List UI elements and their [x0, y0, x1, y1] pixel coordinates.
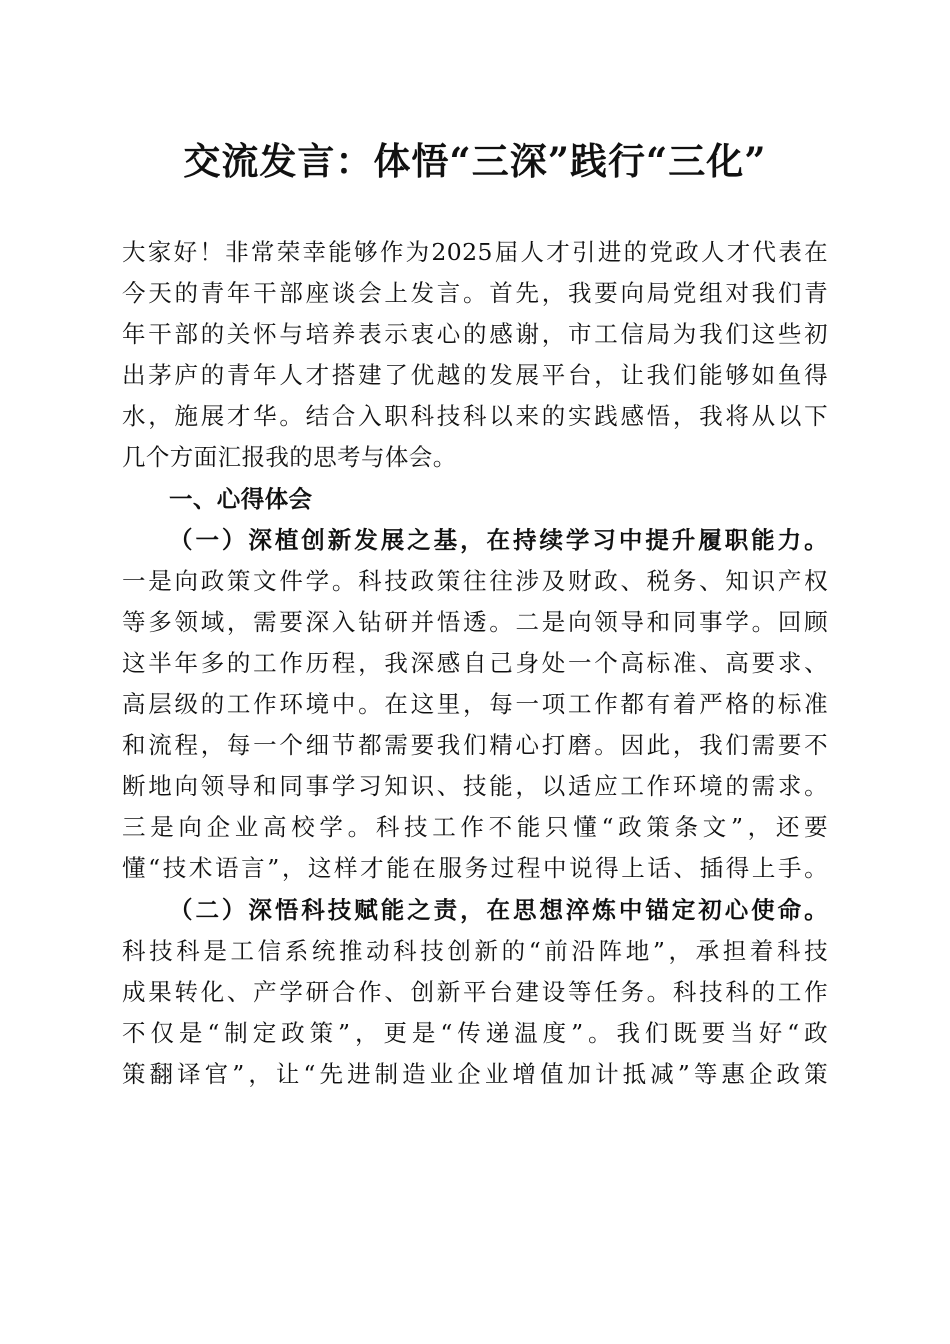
- paragraph-line: 断地向领导和同事学习知识、技能，以适应工作环境的需求。: [122, 772, 828, 801]
- paragraph-line: 策翻译官”，让“先进制造业企业增值加计抵减”等惠企政策: [122, 1059, 828, 1088]
- section-heading: 一、心得体会: [169, 484, 313, 513]
- document-body: [122, 232, 828, 1095]
- paragraph-line: 等多领域，需要深入钻研并悟透。二是向领导和同事学。回顾: [122, 607, 828, 636]
- paragraph-line: 水，施展才华。结合入职科技科以来的实践感悟，我将从以下: [122, 402, 828, 431]
- paragraph-line: 一是向政策文件学。科技政策往往涉及财政、税务、知识产权: [122, 566, 828, 595]
- paragraph-line: 这半年多的工作历程，我深感自己身处一个高标准、高要求、: [122, 648, 828, 677]
- paragraph-line: 和流程，每一个细节都需要我们精心打磨。因此，我们需要不: [122, 731, 828, 760]
- paragraph-line: 年干部的关怀与培养表示衷心的感谢，市工信局为我们这些初: [122, 320, 828, 349]
- paragraph-line: 不仅是“制定政策”，更是“传递温度”。我们既要当好“政: [122, 1018, 828, 1047]
- paragraph-line: 今天的青年干部座谈会上发言。首先，我要向局党组对我们青: [122, 279, 828, 308]
- paragraph-line: 出茅庐的青年人才搭建了优越的发展平台，让我们能够如鱼得: [122, 361, 828, 390]
- paragraph-line: 几个方面汇报我的思考与体会。: [122, 443, 457, 472]
- paragraph-line: 大家好！非常荣幸能够作为2025届人才引进的党政人才代表在: [122, 238, 828, 266]
- document-title: 交流发言：体悟“三深”践行“三化”: [183, 139, 767, 183]
- paragraph-line: 高层级的工作环境中。在这里，每一项工作都有着严格的标准: [122, 690, 828, 719]
- subsection-heading: （二）深悟科技赋能之责，在思想淬炼中锚定初心使命。: [169, 895, 828, 924]
- paragraph-line: 成果转化、产学研合作、创新平台建设等任务。科技科的工作: [122, 977, 828, 1006]
- subsection-heading: （一）深植创新发展之基，在持续学习中提升履职能力。: [169, 525, 828, 554]
- paragraph-line: 懂“技术语言”，这样才能在服务过程中说得上话、插得上手。: [122, 854, 828, 883]
- paragraph-line: 三是向企业高校学。科技工作不能只懂“政策条文”，还要: [122, 813, 828, 842]
- paragraph-line: 科技科是工信系统推动科技创新的“前沿阵地”，承担着科技: [122, 936, 828, 965]
